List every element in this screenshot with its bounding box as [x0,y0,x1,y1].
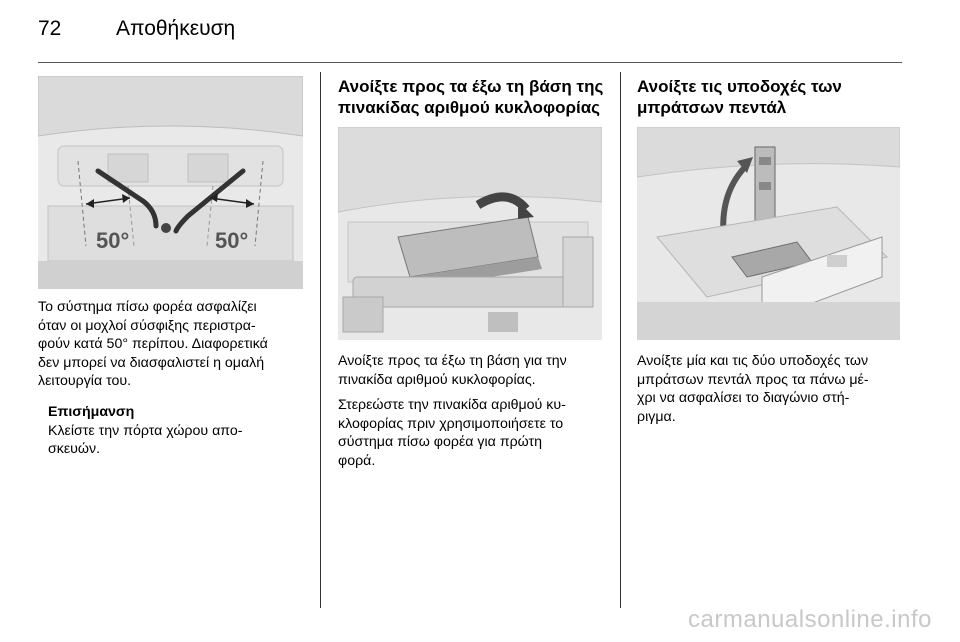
note-block [48,403,304,459]
plate-paragraph-1 [338,352,606,389]
page-number: 72 [38,17,62,40]
heading-line: Ανοίξτε τις υποδοχές των [637,77,842,96]
heading-line: πινακίδας αριθμού κυκλοφορίας [338,98,601,117]
text-line: μπράτσων πεντάλ προς τα πάνω μέ- [637,371,869,388]
text-line: σκευών. [48,441,101,458]
text-line: σύστημα πίσω φορέα για πρώτη [338,434,543,451]
text-line: Κλείστε την πόρτα χώρου απο- [48,422,243,439]
text-line: Το σύστημα πίσω φορέα ασφαλίζει [38,299,257,315]
pedal-arm-paragraph [637,352,903,426]
text-line: Ανοίξτε προς τα έξω τη βάση για την [338,353,567,369]
note-title: Επισήμανση [48,404,135,420]
angle-label-right: 50° [215,228,249,253]
header-rule [38,62,902,63]
column-divider-2 [620,72,621,608]
watermark: carmanualsonline.info [688,606,932,633]
text-line: κλοφορίας πριν χρησιμοποιήσετε το [338,415,564,432]
text-line: όταν οι μοχλοί σύσφιξης περιστρα- [38,317,256,334]
text-line: πινακίδα αριθμού κυκλοφορίας. [338,371,536,388]
text-line: ριγμα. [637,408,676,425]
heading-line: Ανοίξτε προς τα έξω τη βάση της [338,77,604,96]
text-line: Στερεώστε την πινακίδα αριθμού κυ- [338,397,566,413]
plate-paragraph-2 [338,396,606,470]
pedal-arm-holder-illustration [637,127,900,340]
column-divider-1 [320,72,321,608]
heading-open-plate-holder [338,76,606,118]
text-line: Ανοίξτε μία και τις δύο υποδοχές των [637,353,869,369]
lever-angle-illustration [38,76,303,289]
text-line: φορά. [338,452,376,469]
text-line: λειτουργία του. [38,373,132,390]
text-line: δεν μπορεί να διασφαλιστεί η ομαλή [38,354,265,371]
angle-label-left: 50° [96,228,130,253]
plate-holder-illustration [338,127,602,340]
text-line: χρι να ασφαλίσει το διαγώνιο στή- [637,390,850,407]
heading-open-pedal-arm-holders [637,76,903,118]
section-title: Αποθήκευση [116,17,236,40]
lever-paragraph [38,298,304,391]
heading-line: μπράτσων πεντάλ [637,98,787,117]
text-line: φούν κατά 50° περίπου. Διαφορετικά [38,336,268,353]
